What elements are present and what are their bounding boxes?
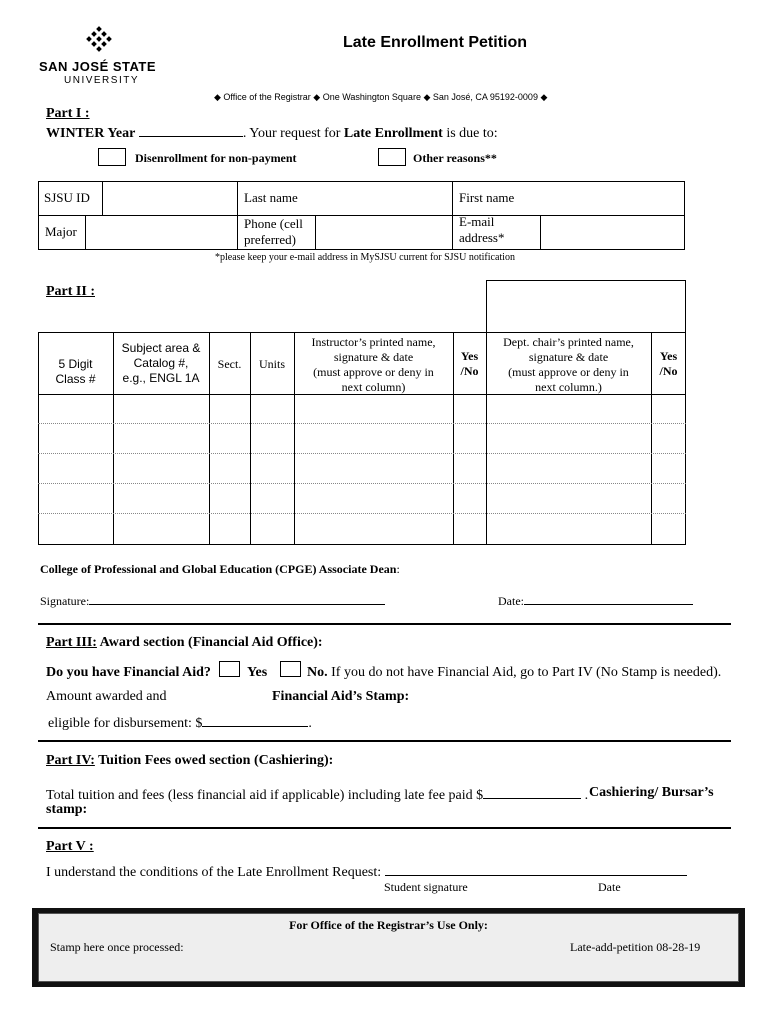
part3-heading — [46, 635, 323, 651]
request-text-bold: Late Enrollment — [343, 126, 443, 141]
form-code: Late-add-petition 08-28-19 — [570, 940, 701, 954]
understand-label: I understand the conditions of the Late Enrollment Request: — [46, 865, 382, 880]
university-subname: UNIVERSITY — [64, 75, 140, 86]
table-row[interactable] — [39, 484, 685, 512]
phone-label-line1: Phone (cell — [244, 216, 303, 231]
dean-signature-line — [40, 592, 385, 609]
cpge-dean-label — [40, 562, 400, 577]
financial-aid-yes-label: Yes — [247, 665, 268, 680]
col-class-number-line1: 5 Digit — [58, 357, 93, 371]
col-section: Sect. — [217, 357, 242, 371]
email-label — [459, 214, 505, 246]
disenrollment-checkbox[interactable] — [98, 148, 126, 166]
request-text-pre: . Your request for — [242, 126, 344, 141]
winter-year-field[interactable] — [139, 124, 243, 137]
phone-label-line2: preferred) — [244, 232, 296, 247]
disenrollment-label: Disenrollment for non-payment — [135, 151, 297, 165]
col-instructor-yes-no — [453, 349, 486, 379]
cpge-dean-text: College of Professional and Global Education (CPGE) Associate Dean — [40, 562, 397, 576]
eligible-end: . — [308, 716, 312, 731]
part3-heading-label: Part III: — [46, 635, 97, 650]
cashiering-label: Cashiering/ Bursar’s — [589, 785, 714, 800]
amount-awarded-label: Amount awarded and — [46, 689, 167, 704]
student-signature-caption: Student signature — [384, 880, 468, 894]
last-name-label: Last name — [244, 190, 298, 205]
other-reasons-label: Other reasons** — [413, 151, 497, 165]
stamp-here-label: Stamp here once processed: — [50, 940, 184, 954]
total-tuition-line — [46, 785, 588, 804]
university-name: SAN JOSÉ STATE — [39, 59, 157, 74]
phone-field[interactable] — [316, 216, 451, 249]
col-instructor-yes: Yes — [460, 349, 479, 363]
student-signature-field[interactable] — [385, 863, 687, 876]
dean-date-line — [498, 592, 693, 609]
registrar-address: ◆ Office of the Registrar ◆ One Washington Square ◆ San José, CA 95192-0009 ◆ — [214, 92, 548, 102]
section-divider — [38, 623, 731, 625]
part4-heading — [46, 753, 333, 769]
table-row[interactable] — [39, 454, 685, 482]
request-text-post: is due to: — [442, 126, 498, 141]
email-field[interactable] — [541, 216, 684, 249]
col-chair-no: /No — [659, 364, 678, 378]
col-instructor-line1: Instructor’s printed name, — [311, 335, 436, 349]
eligible-amount-field[interactable] — [202, 713, 308, 727]
winter-year-label: WINTER Year — [46, 126, 136, 141]
university-logo-icon — [84, 26, 114, 56]
email-note: *please keep your e-mail address in MySJSU current for SJSU notification — [215, 252, 515, 263]
col-dept-chair-line2: signature & date — [528, 350, 609, 364]
col-dept-chair-line3: (must approve or deny in — [508, 365, 629, 379]
sjsu-id-field[interactable] — [103, 182, 236, 215]
part3-heading-text: Award section (Financial Aid Office): — [96, 635, 323, 650]
section-divider — [38, 740, 731, 742]
col-subject-line3: e.g., ENGL 1A — [122, 371, 200, 385]
eligible-line — [48, 713, 312, 732]
col-instructor-line2: signature & date — [333, 350, 414, 364]
col-subject — [113, 341, 209, 386]
last-name-field[interactable] — [316, 182, 451, 215]
eligible-label: eligible for disbursement: $ — [48, 716, 203, 731]
cpge-dean-colon: : — [396, 562, 400, 576]
col-dept-chair-line4: next column.) — [535, 380, 602, 394]
dean-signature-label: Signature: — [40, 594, 90, 608]
major-label: Major — [45, 224, 77, 239]
financial-aid-no-text: If you do not have Financial Aid, go to Part IV (No Stamp is needed). — [327, 665, 722, 680]
col-units: Units — [258, 357, 285, 371]
part1-heading: Part I : — [46, 106, 90, 121]
col-dept-chair-line1: Dept. chair’s printed name, — [503, 335, 634, 349]
sjsu-id-label: SJSU ID — [44, 190, 90, 205]
col-chair-yes: Yes — [659, 349, 678, 363]
financial-aid-no-line — [307, 665, 721, 681]
table-row[interactable] — [39, 514, 685, 544]
total-tuition-end: . — [584, 788, 589, 803]
dept-chair-header-box — [486, 280, 686, 333]
part4-heading-label: Part IV: — [46, 753, 95, 768]
col-subject-line1: Subject area & — [121, 341, 201, 355]
col-class-number-line2: Class # — [55, 372, 96, 386]
financial-aid-stamp-label: Financial Aid’s Stamp: — [272, 689, 410, 704]
section-divider — [38, 827, 731, 829]
first-name-field[interactable] — [541, 182, 684, 215]
student-date-caption: Date — [598, 880, 621, 894]
email-label-line1: E-mail — [459, 214, 495, 229]
winter-year-line — [46, 124, 498, 142]
col-instructor-line4: next column) — [341, 380, 406, 394]
understand-line — [46, 863, 687, 881]
total-tuition-label: Total tuition and fees (less financial aid if applicable) including late fee paid $ — [46, 788, 484, 803]
table-row[interactable] — [39, 395, 685, 423]
col-class-number — [38, 357, 113, 387]
page-title: Late Enrollment Petition — [343, 34, 528, 51]
phone-label — [244, 216, 303, 248]
first-name-label: First name — [459, 190, 515, 205]
part2-heading: Part II : — [46, 284, 95, 299]
financial-aid-question: Do you have Financial Aid? — [46, 665, 211, 680]
office-use-title: For Office of the Registrar’s Use Only: — [289, 918, 488, 932]
col-dept-chair — [486, 335, 651, 395]
financial-aid-no-checkbox[interactable] — [280, 661, 301, 677]
col-chair-yes-no — [651, 349, 686, 379]
col-instructor-no: /No — [460, 364, 479, 378]
col-instructor-line3: (must approve or deny in — [313, 365, 434, 379]
cashiering-stamp-label: stamp: — [46, 802, 88, 817]
dean-signature-field[interactable] — [89, 592, 385, 605]
dean-date-field[interactable] — [524, 592, 693, 605]
email-label-line2: address* — [459, 230, 505, 245]
total-tuition-field[interactable] — [483, 785, 581, 799]
part4-heading-text: Tuition Fees owed section (Cashiering): — [94, 753, 334, 768]
other-reasons-checkbox[interactable] — [378, 148, 406, 166]
dean-date-label: Date: — [498, 594, 524, 608]
financial-aid-yes-checkbox[interactable] — [219, 661, 240, 677]
part5-heading: Part V : — [46, 839, 94, 854]
col-subject-line2: Catalog #, — [133, 356, 189, 370]
financial-aid-no-label: No. — [307, 665, 328, 680]
col-instructor — [294, 335, 453, 395]
major-field[interactable] — [86, 216, 236, 249]
table-row[interactable] — [39, 424, 685, 452]
